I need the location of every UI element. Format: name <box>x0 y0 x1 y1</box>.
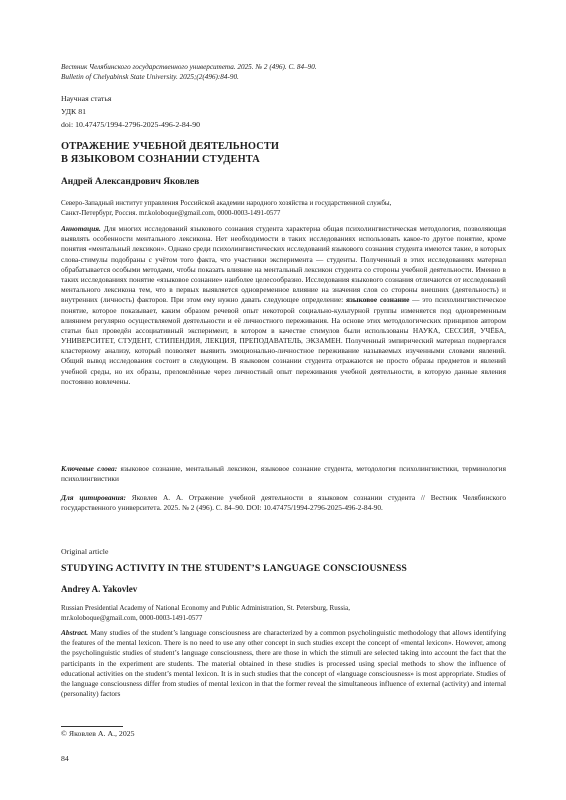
citation-ru-label: Для цитирования: <box>61 493 126 502</box>
doi: doi: 10.47475/1994-2796-2025-496-2-84-90 <box>61 120 201 129</box>
page-number: 84 <box>61 754 69 763</box>
citation-ru-text: Яковлев А. А. Отражение учебной деятельности в языковом сознании студента // Вестник Челябинского государственного университета. 2025. № 2 (496). С. 84–90. DOI: 10.47475/1994-2796-2025-496-2-84-90. <box>61 493 506 513</box>
keywords-ru-text: языковое сознание, ментальный лексикон, языковое сознание студента, методология психолингвистики, терминология психолингвистики <box>61 464 506 484</box>
footnote-divider <box>61 726 123 727</box>
abstract-ru-label: Аннотация. <box>61 224 101 233</box>
abstract-en-label: Abstract. <box>61 628 89 637</box>
abstract-en-text: Many studies of the student’s language consciousness are characterized by a common psycholinguistic methodology that allows identifying the features of the mental lexicon. There is no need to use any other concept in such studies except the concept of «mental lexicon». However, among the psycholinguistic studies of student’s language consciousness, there are those in which the stimuli are selected taking into account the fact that the participants in the experiment are students. The material obtained in these studies is processed using special methods to show the influence of educational activities on the student’s mental lexicon. It is in such studies that the concept of «language consciousness» is most appropriate. Studies of the language consciousness differ from studies of mental lexicon in that the former reveal the simultaneous influence of external (activity) and internal (personality) factors <box>61 628 506 699</box>
journal-line-ru: Вестник Челябинского государственного университета. 2025. № 2 (496). С. 84–90. <box>61 63 317 71</box>
title-ru-line-2: В ЯЗЫКОВОМ СОЗНАНИИ СТУДЕНТА <box>61 153 260 165</box>
article-type-en: Original article <box>61 547 109 556</box>
affiliation-en-line-1: Russian Presidential Academy of National Economy and Public Administration, St. Petersburg, Russia, <box>61 604 350 612</box>
author-en: Andrey A. Yakovlev <box>61 584 138 594</box>
author-ru: Андрей Александрович Яковлев <box>61 177 200 187</box>
title-ru <box>61 141 279 166</box>
udk: УДК 81 <box>61 107 86 116</box>
journal-header <box>61 62 317 83</box>
affiliation-ru-line-2: Санкт-Петербург, Россия. mr.koloboque@gmail.com, 0000-0003-1491-0577 <box>61 209 281 218</box>
affiliation-en <box>61 603 350 623</box>
abstract-ru-text-1: Для многих исследований языкового сознания студента характерна общая психолингвистическая методология, позволяющая выявлять особенности ментального лексикона. Нет необходимости в таких исследованиях использовать какое-то другое понятие, кроме понятия «ментальный лексикон». Однако среди психолингвистических исследований языкового сознания студента имеются такие, в которых слова-стимулы подобраны с учётом того факта, что участники эксперимента — студенты. Полученный в этих исследованиях материал обрабатывается особыми методами, чтобы показать влияние на ментальный лексикон студента со стороны учебной деятельности. Именно в таких исследованиях понятие «языковое сознание» наиболее целесообразно. Исследования языкового сознания отличаются от исследований ментального лексикона тем, что в первых выявляется одновременное влияние на значения слов со стороны внешних (деятельность) и внутренних (личность) факторов. При этом ему нужно давать следующее определение: <box>61 224 506 305</box>
article-type-ru: Научная статья <box>61 94 112 103</box>
citation-ru <box>61 493 506 513</box>
keywords-ru-label: Ключевые слова: <box>61 464 118 473</box>
affiliation-ru <box>61 198 391 218</box>
abstract-ru-term: языковое сознание <box>345 295 410 305</box>
affiliation-ru-line-1: Северо-Западный институт управления Российской академии народного хозяйства и государственной службы, <box>61 199 392 207</box>
affiliation-en-line-2: mr.koloboque@gmail.com, 0000-0003-1491-0577 <box>61 614 203 623</box>
journal-line-en: Bulletin of Chelyabinsk State University. 2025;(2(496):84-90. <box>61 73 239 82</box>
abstract-ru-text-2: — это психолингвистическое понятие, которое показывает, каким образом речевой опыт некоторой социально-культурной группы изменяется под одновременным влиянием регулярно осуществляемой деятельности и её личностного переживания. На основе этих методологических принципов автором статьи был проведён ассоциативный эксперимент, в котором в качестве стимулов были использованы НАУКА, СЕССИЯ, УЧЁБА, УНИВЕРСИТЕТ, СТУДЕНТ, СТИПЕНДИЯ, ЛЕКЦИЯ, ПРЕПОДАВАТЕЛЬ, ЭКЗАМЕН. Полученный эмпирический материал подвергался кластерному анализу, который позволяет выявить эмоционально-личностное переживание называемых изученными словами явлений. Общий вывод исследования состоит в следующем. В языковом сознании студента отражаются не просто образы предметов и явлений учебной среды, но их образы, преломлённые через личностный опыт переживания учебной деятельности, в которую данные явления постоянно вовлечены. <box>61 295 506 386</box>
title-ru-line-1: ОТРАЖЕНИЕ УЧЕБНОЙ ДЕЯТЕЛЬНОСТИ <box>61 141 280 152</box>
title-en: STUDYING ACTIVITY IN THE STUDENT’S LANGUAGE CONSCIOUSNESS <box>61 563 407 574</box>
abstract-ru <box>61 224 506 387</box>
copyright: © Яковлев А. А., 2025 <box>61 729 135 738</box>
keywords-ru <box>61 464 506 484</box>
abstract-en <box>61 628 506 699</box>
